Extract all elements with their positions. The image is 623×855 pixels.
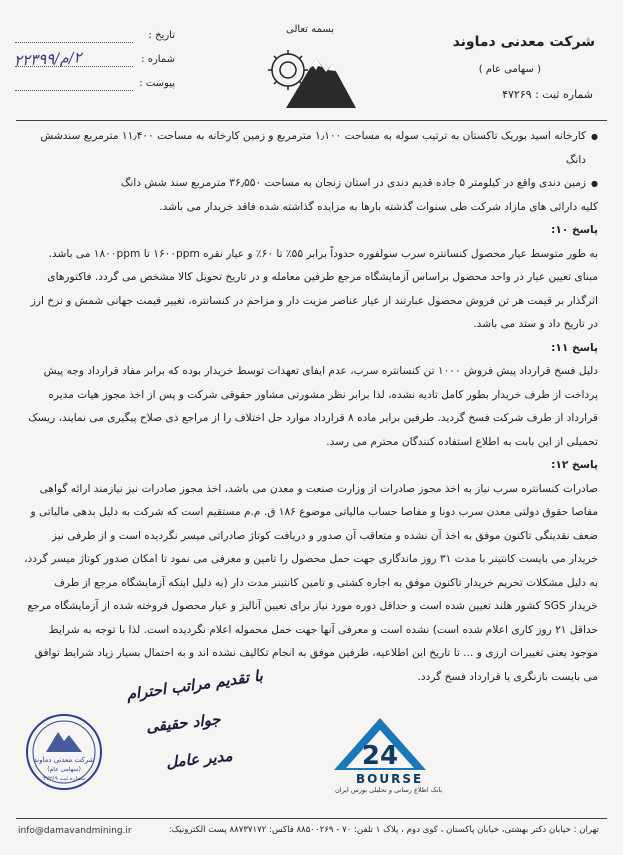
attachment-label: پیوست : bbox=[139, 78, 175, 89]
company-stamp bbox=[24, 712, 104, 792]
answer-12-text: صادرات کنسانتره سرب نیاز به اخذ مجوز صادرات از وزارت صنعت و معدن می باشد، اخذ مجوز صادرات نیز نیازمند ارائه گواهی مفاصا حقوق دولتی معدن سرب دونا و مفاصا حساب مالیاتی موضوع ۱۸۶ ق. م.م مستقیم است که شرکت به دلیل بدهی مالیاتی و ضعف نقدینگی تاکنون موفق به اخذ آن نشده و متعاقب آن صدور و دریافت کوتاژ صادراتی میسر نگردیده است و از طرفی نیز خریدار می بایست کانتینر با مدت ۳۱ روز ماندگاری جهت حمل محصول را تامین و معرفی می نمود تا امکان صدور کوتاژ میسر گردد، به دلیل مشکلات تحریم خریدار تاکنون موفق به اجاره کشتی و تامین کانتینر مدت دار (به دلیل اینکه آزمایشگاه مرجع از طرف خریدار SGS کشور هلند تعیین شده است و حداقل دوره مورد نیاز برای تعیین آنالیز و عیار محصول فروخته شده از آزمایشگاه مرجع حداقل ۲۱ روز کاری اعلام شده است) نشده است و معرفی آنها جهت حمل محموله اعلام نگردیده است. لذا با توجه به شرایط موجود یعنی تغییرات ارزی و ... تا تاریخ این اطلاعیه، طرفین موفق به انجام تکالیف نشده اند و به احتمال بسیار زیاد شرایط توافق می بایست بازنگری یا قرارداد فسخ گردد. bbox=[24, 482, 598, 683]
signature-greeting: با تقدیم مراتب احترام bbox=[125, 666, 264, 704]
date-field bbox=[15, 26, 175, 50]
header-divider bbox=[16, 120, 607, 121]
footer-address: تهران : خیابان دکتر بهشتی، خیابان پاکستان ، کوی دوم ، پلاک ۱ تلفن: ۷۰ - ۸۸۵۰۰۲۶۹ فاکس: ۸۸۷۳۷۱۷۲ پست الکترونیک: bbox=[168, 825, 599, 835]
footer-email[interactable]: info@damavandmining.ir bbox=[18, 826, 132, 836]
bourse-name: BOURSE bbox=[356, 772, 424, 786]
answer-11-text: دلیل فسخ قرارداد پیش فروش ۱۰۰۰ تن کنسانتره سرب، عدم ایفای تعهدات توسط خریدار بوده که برابر مفاد قرارداد وجه پیش پرداخت از طرف خریدار بطور کامل تادیه نشده، لذا برابر نظر مشورتی مشاور حقوقی شرکت و پس از اخذ مجوز هیات مدیره قرارداد از طرف شرکت فسخ گردید. طرفین برابر ماده ۸ قرارداد موارد حل اختلاف را از مراجع ذی صلاح پیگیری می نمایند، ریسک تحمیلی از این بابت به اطلاع استفاده کنندگان محترم می رسد. bbox=[28, 365, 598, 448]
bourse-subtitle: بانک اطلاع رسانی و تحلیلی بورس ایران bbox=[335, 786, 443, 794]
stamp-sub: (سهامی عام) bbox=[47, 766, 81, 773]
bismillah: بسمه تعالی bbox=[286, 24, 335, 35]
stamp-name: شرکت معدنی دماوند bbox=[33, 756, 95, 764]
assets-note: کلیه دارائی های مازاد شرکت طی سنوات گذشته بارها به مزایده گذاشته شده فاقد خریدار می باشد. bbox=[159, 200, 598, 213]
bourse-logo bbox=[330, 716, 430, 776]
signature-block bbox=[118, 666, 318, 786]
bullet-item: ● کارخانه اسید بوریک تاکستان به ترتیب سوله به مساحت ۱٫۱۰۰ مترمربع و زمین کارخانه به مساحت ۱۱٫۴۰۰ مترمربع سندشش دانگ bbox=[22, 125, 598, 172]
answer-10-heading: پاسخ ۱۰: bbox=[551, 224, 598, 236]
date-label: تاریخ : bbox=[148, 30, 175, 41]
registration-label: شماره ثبت : bbox=[535, 88, 593, 101]
company-logo bbox=[266, 36, 358, 120]
bullet-item: ● زمین دندی واقع در کیلومتر ۵ جاده قدیم دندی در استان زنجان به مساحت ۳۶٫۵۵۰ مترمربع سند شش دانگ bbox=[22, 172, 598, 196]
answer-12-heading: پاسخ ۱۲: bbox=[551, 459, 598, 471]
svg-text:24: 24 bbox=[361, 741, 399, 771]
signature-name: جواد حقیقی bbox=[145, 710, 222, 736]
company-type: ( سهامی عام ) bbox=[478, 64, 541, 75]
answer-11-heading: پاسخ ۱۱: bbox=[551, 341, 598, 354]
letter-body bbox=[22, 125, 598, 689]
company-name: شرکت معدنی دماوند bbox=[452, 34, 595, 50]
number-label: شماره : bbox=[141, 54, 175, 65]
stamp-number: شماره ثبت ۴۷۲۶۹ bbox=[43, 776, 85, 782]
signature-title: مدیر عامل bbox=[165, 746, 234, 772]
registration-number bbox=[502, 88, 593, 101]
footer-divider bbox=[16, 818, 607, 819]
attachment-field bbox=[15, 74, 175, 98]
handwritten-letter-number: ۲/م/۲۲۳۹۹ bbox=[13, 48, 83, 70]
registration-value: ۴۷۲۶۹ bbox=[502, 88, 532, 101]
answer-10-text: به طور متوسط عیار محصول کنسانتره سرب سولفوره حدوداً برابر ۵۵٪ تا ۶۰٪ و عیار نقره ۱۶۰۰ppm تا ۱۸۰۰ppm می باشد. مبنای تعیین عیار در واحد محصول براساس آزمایشگاه مرجع طرفین معامله و در تاریخ تحویل کالا مشخص می گردد. فاکتورهای اثرگذار بر قیمت هر تن فروش محصول عبارتند از عیار عناصر مزیت دار و مزاحم در کنسانتره، تغییر قیمت جهانی شمش و نرخ ارز در تاریخ داد و ستد می باشد. bbox=[30, 247, 598, 330]
